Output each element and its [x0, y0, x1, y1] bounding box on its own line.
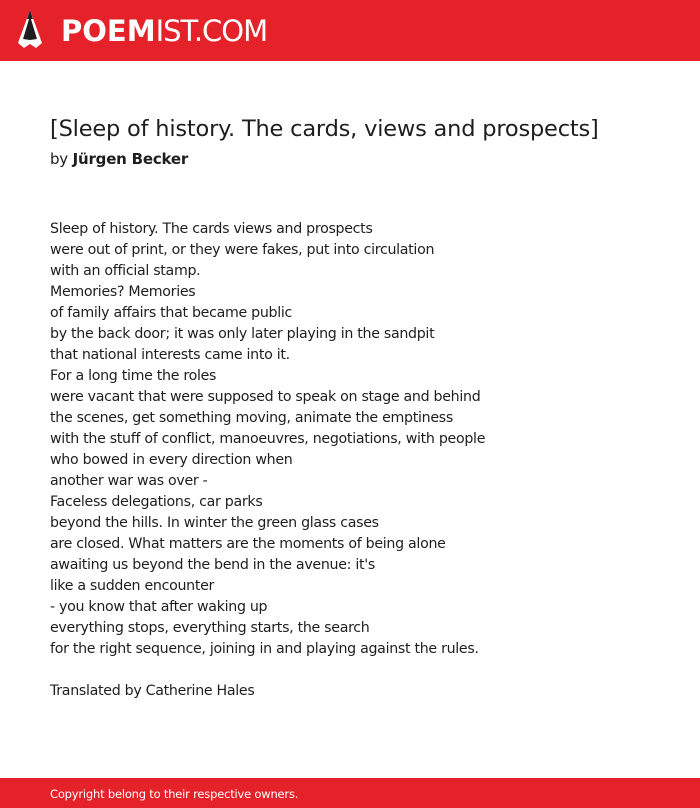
poem-author: Jürgen Becker — [72, 150, 189, 168]
logo-light-text: IST.COM — [155, 14, 268, 48]
poem-body — [50, 219, 670, 660]
poem-line: beyond the hills. In winter the green glass cases — [50, 515, 379, 531]
by-label: by — [50, 150, 68, 168]
poem-line: for the right sequence, joining in and playing against the rules. — [50, 641, 479, 657]
logo-bold-text: POEM — [61, 14, 156, 48]
poem-line: were out of print, or they were fakes, put into circulation — [50, 242, 435, 258]
poem-line: Sleep of history. The cards views and prospects — [50, 221, 373, 237]
poem-byline — [50, 150, 188, 168]
poem-line: everything stops, everything starts, the search — [50, 620, 370, 636]
site-header — [0, 0, 700, 61]
poem-line: Memories? Memories — [50, 284, 196, 300]
poem-line: like a sudden encounter — [50, 578, 215, 594]
poem-line: are closed. What matters are the moments of being alone — [50, 536, 446, 552]
poem-line: by the back door; it was only later playing in the sandpit — [50, 326, 435, 342]
poem-line: For a long time the roles — [50, 368, 217, 384]
poem-line: with an official stamp. — [50, 263, 201, 279]
pencil-icon[interactable] — [18, 10, 42, 50]
poem-line: who bowed in every direction when — [50, 452, 293, 468]
poem-line: with the stuff of conflict, manoeuvres, negotiations, with people — [50, 431, 486, 447]
poem-line: were vacant that were supposed to speak on stage and behind — [50, 389, 481, 405]
poem-line: of family affairs that became public — [50, 305, 293, 321]
poem-line: - you know that after waking up — [50, 599, 268, 615]
translator-credit: Translated by Catherine Hales — [50, 683, 255, 699]
poem-line: awaiting us beyond the bend in the avenue: it's — [50, 557, 375, 573]
site-logo[interactable] — [61, 11, 267, 51]
poem-line: the scenes, get something moving, animate the emptiness — [50, 410, 453, 426]
poem-line: another war was over - — [50, 473, 208, 489]
poem-line: that national interests came into it. — [50, 347, 290, 363]
poem-line: Faceless delegations, car parks — [50, 494, 263, 510]
poem-title: [Sleep of history. The cards, views and prospects] — [50, 116, 599, 142]
site-footer — [0, 778, 700, 808]
copyright-text: Copyright belong to their respective owners. — [50, 787, 299, 801]
